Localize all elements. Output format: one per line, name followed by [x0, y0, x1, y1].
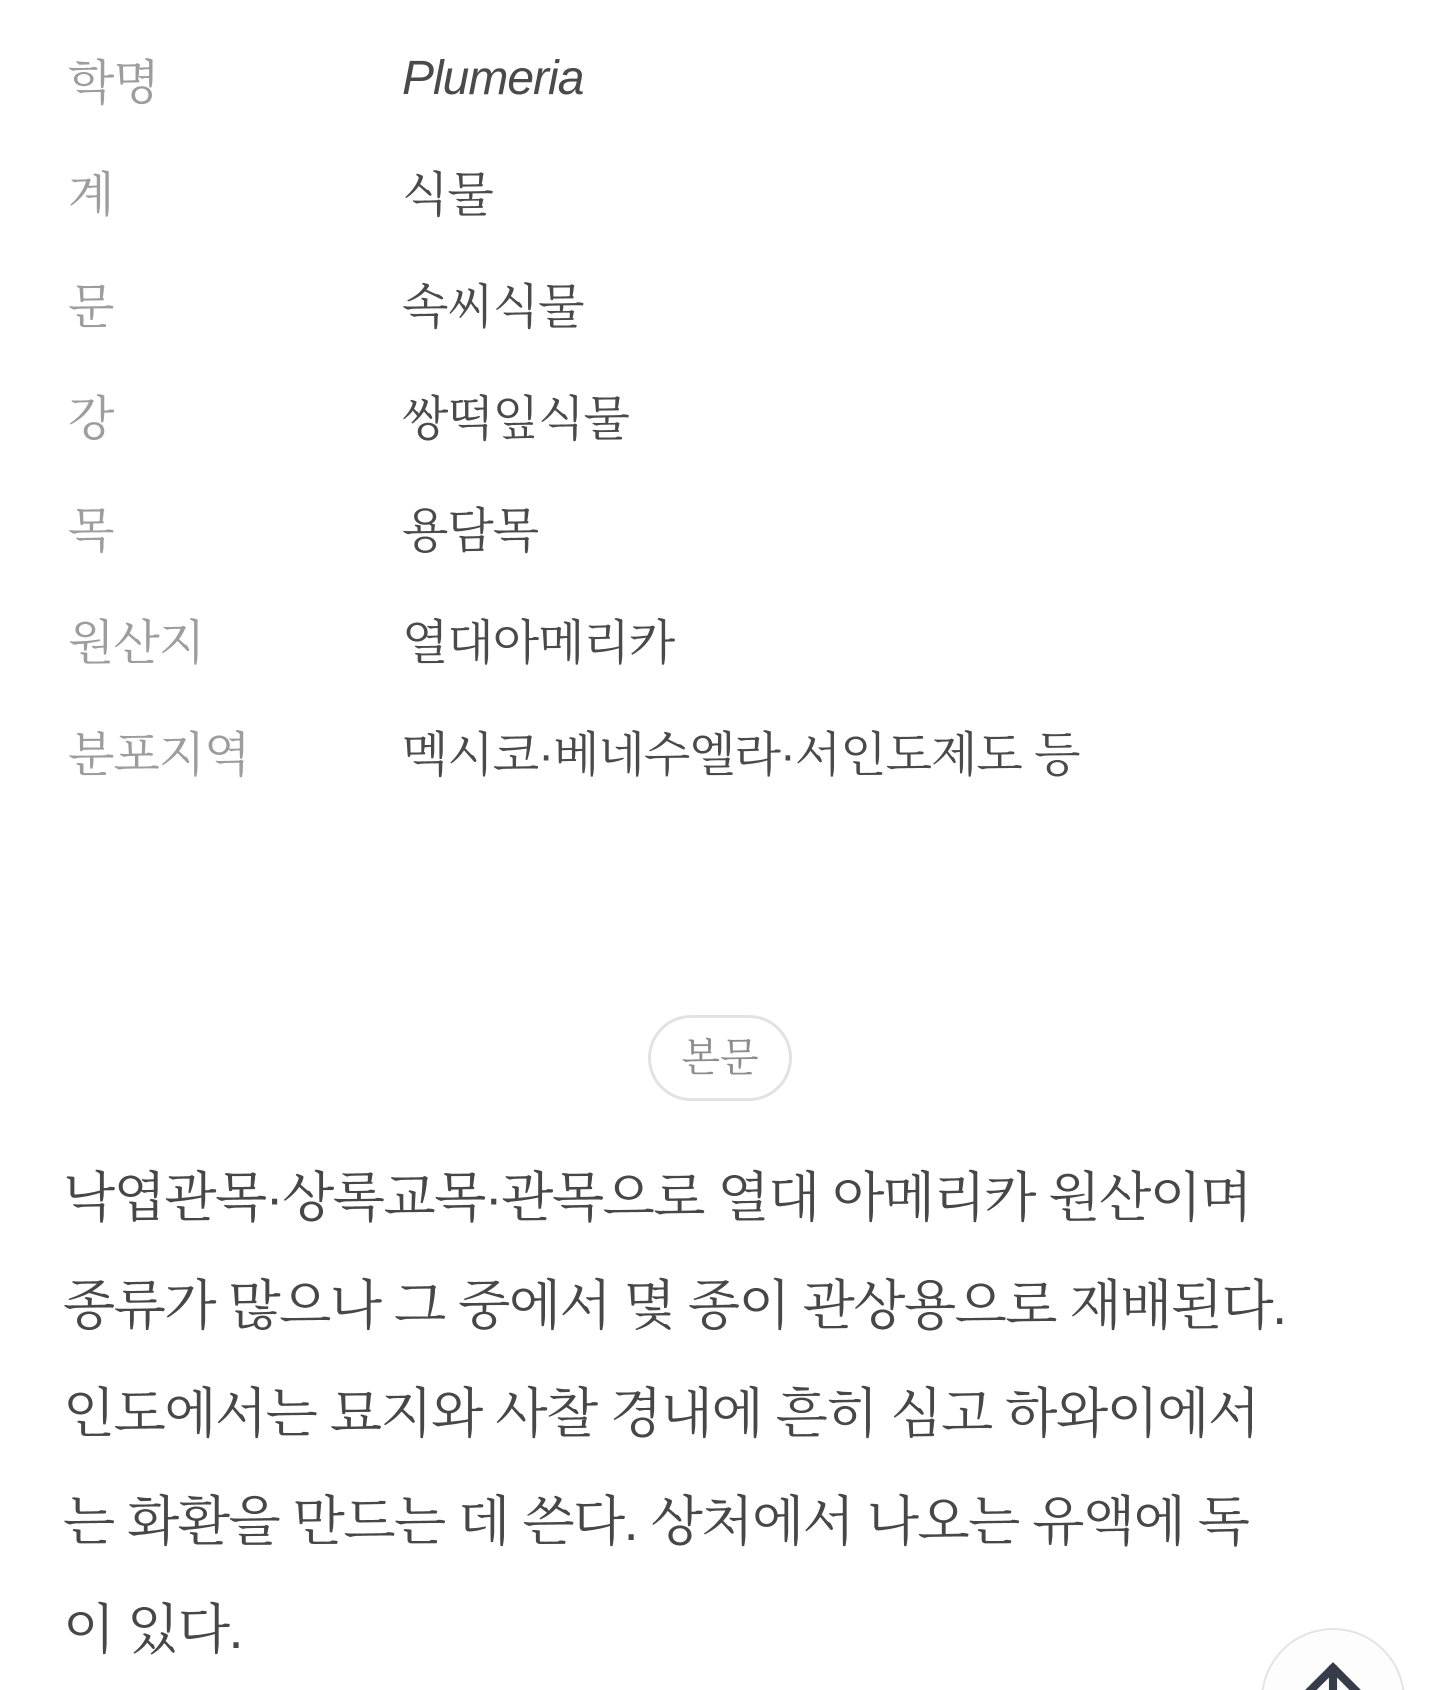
article-line: 낙엽관목·상록교목·관목으로 열대 아메리카 원산이며 — [63, 1168, 1252, 1228]
taxonomy-label: 강 — [68, 392, 114, 446]
taxonomy-value: 쌍떡잎식물 — [402, 392, 629, 446]
taxonomy-row-class — [68, 358, 1400, 470]
taxonomy-value: 용담목 — [402, 504, 539, 558]
taxonomy-label: 문 — [68, 280, 114, 334]
taxonomy-row-kingdom — [68, 134, 1400, 246]
taxonomy-row-origin — [68, 582, 1400, 694]
up-arrow-icon — [1288, 1630, 1378, 1690]
taxonomy-row-order — [68, 470, 1400, 582]
article-body — [0, 1144, 1440, 1684]
taxonomy-value: 열대아메리카 — [402, 616, 675, 670]
taxonomy-row-scientific-name — [68, 22, 1400, 134]
taxonomy-value: 식물 — [402, 168, 493, 222]
section-badge-wrap — [0, 1015, 1440, 1101]
taxonomy-value: 멕시코·베네수엘라·서인도제도 등 — [402, 728, 1080, 782]
section-badge: 본문 — [648, 1015, 791, 1101]
taxonomy-value: Plumeria — [402, 51, 584, 105]
article-line: 이 있다. — [63, 1600, 242, 1660]
taxonomy-label: 계 — [68, 168, 114, 222]
taxonomy-label: 목 — [68, 504, 114, 558]
taxonomy-row-distribution — [68, 694, 1400, 806]
article-line: 종류가 많으나 그 중에서 몇 종이 관상용으로 재배된다. — [63, 1276, 1286, 1336]
taxonomy-label: 학명 — [68, 56, 159, 110]
taxonomy-value: 속씨식물 — [402, 280, 584, 334]
taxonomy-label: 분포지역 — [68, 728, 250, 782]
taxonomy-label: 원산지 — [68, 616, 205, 670]
article-line: 는 화환을 만드는 데 쓴다. 상처에서 나오는 유액에 독 — [63, 1492, 1249, 1552]
article-line: 인도에서는 묘지와 사찰 경내에 흔히 심고 하와이에서 — [63, 1384, 1259, 1444]
taxonomy-table — [0, 0, 1440, 806]
taxonomy-row-phylum — [68, 246, 1400, 358]
